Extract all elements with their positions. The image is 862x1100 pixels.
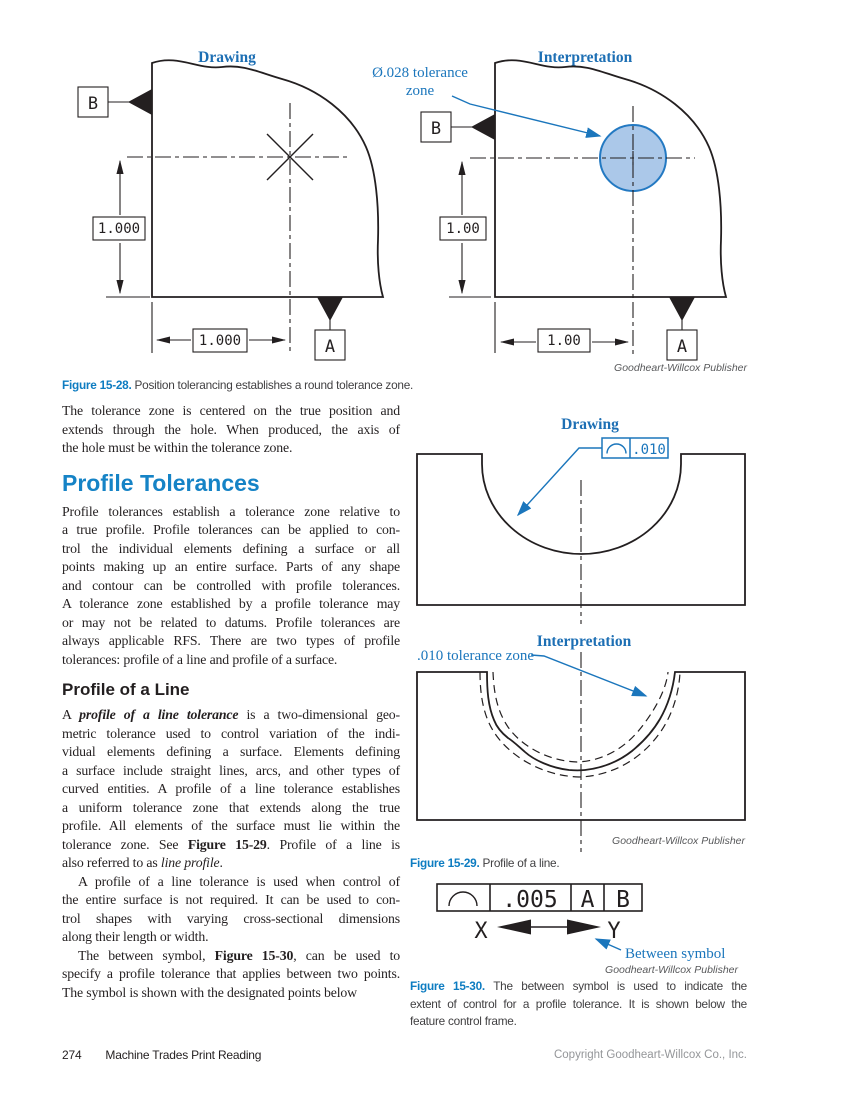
svg-text:A: A bbox=[580, 887, 595, 913]
svg-text:B: B bbox=[87, 94, 99, 114]
fig29-fcf-leader bbox=[518, 448, 602, 515]
datum-triangle bbox=[669, 297, 695, 321]
dim-horizontal-drawing bbox=[152, 302, 285, 353]
svg-text:.010: .010 bbox=[632, 442, 666, 458]
footer-left bbox=[62, 1048, 261, 1062]
figure-15-29-graphic bbox=[408, 403, 755, 855]
between-note: Between symbol bbox=[625, 946, 726, 962]
fig28-drawing-label: Drawing bbox=[198, 49, 256, 66]
fig29-zone-note: .010 tolerance zone bbox=[417, 648, 535, 664]
tolerance-note-line1: Ø.028 tolerance bbox=[372, 65, 468, 81]
book-title: Machine Trades Print Reading bbox=[105, 1048, 262, 1062]
svg-text:A: A bbox=[324, 337, 336, 357]
paragraph: A profile of a line tolerance is a two-dimensional geo- metric tolerance used to control variation of the indi- vidual elements defining a surface. Elements defining a surface include straight lines, arcs, and other types of curved entities. A profile of a line tolerance establishes a uniform tolerance zone that extends along the true profile. All elements of the surface must lie within the tolerance zone. See Figure 15-29. Profile of a line is also referred to as line profile. bbox=[62, 707, 400, 870]
fig28-credit: Goodheart-Willcox Publisher bbox=[614, 362, 747, 374]
svg-text:1.000: 1.000 bbox=[97, 221, 141, 237]
svg-text:.005: .005 bbox=[502, 887, 558, 913]
datum-a-drawing bbox=[315, 297, 345, 360]
profile-of-line-symbol-icon bbox=[449, 892, 477, 906]
svg-text:B: B bbox=[616, 887, 630, 913]
fig29-drawing-label: Drawing bbox=[561, 416, 619, 433]
datum-triangle bbox=[128, 89, 152, 115]
datum-triangle bbox=[471, 114, 495, 140]
fig29-zone-leader-arrow1 bbox=[531, 655, 646, 696]
fig29-interpretation-label: Interpretation bbox=[536, 633, 632, 650]
figure-15-28-caption bbox=[62, 377, 702, 395]
svg-text:X: X bbox=[474, 919, 488, 944]
figure-15-29-caption bbox=[410, 855, 747, 873]
datum-b-interpretation bbox=[421, 112, 495, 142]
fig29-feature-control-frame bbox=[602, 438, 668, 458]
between-arrow-right-icon bbox=[567, 920, 601, 935]
fig30-credit: Goodheart-Willcox Publisher bbox=[605, 964, 738, 976]
fig29-credit: Goodheart-Willcox Publisher bbox=[612, 835, 745, 847]
paragraph: A profile of a line tolerance is used when control of the entire surface is not required. It can be used to con- trol shapes with varying cross-sectional dimensions along their length or width. bbox=[62, 873, 400, 944]
svg-text:1.00: 1.00 bbox=[547, 333, 581, 349]
dim-horizontal-interpretation bbox=[495, 302, 628, 353]
heading-profile-of-a-line: Profile of a Line bbox=[62, 680, 190, 699]
paragraph: Figure 15-30. The between symbol is used to indicate the extent of control for a profile tolerance. It is shown below the feature control frame. bbox=[410, 979, 747, 1028]
footer-copyright: Copyright Goodheart-Willcox Co., Inc. bbox=[553, 1049, 747, 1061]
body-text-column bbox=[62, 402, 400, 1002]
datum-b-drawing bbox=[78, 87, 152, 117]
datum-triangle bbox=[317, 297, 343, 321]
dim-vertical-drawing bbox=[93, 161, 150, 297]
paragraph: Figure 15-28. Position tolerancing establishes a round tolerance zone. bbox=[62, 378, 414, 392]
svg-text:1.00: 1.00 bbox=[446, 221, 480, 237]
paragraph: The between symbol, Figure 15-30, can be used to specify a profile tolerance that applies between two points. The symbol is shown with the designated points below bbox=[62, 947, 401, 1000]
dim-vertical-interpretation bbox=[440, 162, 491, 297]
figure-15-28-graphic bbox=[55, 38, 755, 378]
paragraph: Profile tolerances establish a tolerance zone relative to a true profile. Profile tolerances can be applied to con- trol the individual elements defining a surface or all points making up an entire surface. Parts of any shape and contour can be controlled with profile tolerances. A tolerance zone established by a profile tolerance may or may not be related to datums. Profile tolerances are always applicable RFS. There are two types of profile tolerances: profile of a line and profile of a surface. bbox=[62, 503, 400, 667]
heading-profile-tolerances: Profile Tolerances bbox=[62, 469, 260, 496]
svg-text:Y: Y bbox=[607, 919, 621, 944]
tolerance-note-line2: zone bbox=[405, 83, 435, 99]
paragraph: Figure 15-29. Profile of a line. bbox=[410, 856, 560, 870]
datum-a-interpretation bbox=[667, 297, 697, 360]
svg-text:B: B bbox=[430, 119, 442, 139]
svg-text:1.000: 1.000 bbox=[198, 333, 242, 349]
between-arrow-left-icon bbox=[497, 920, 531, 935]
figure-15-30-caption bbox=[410, 978, 747, 1031]
paragraph: The tolerance zone is centered on the true position and extends through the hole. When produced, the axis of the hole must be within the tolerance zone. bbox=[62, 403, 400, 455]
page-number: 274 bbox=[62, 1048, 82, 1062]
fig28-interpretation-label: Interpretation bbox=[537, 49, 633, 66]
figure-15-30-graphic bbox=[408, 876, 755, 976]
fig30-feature-control-frame bbox=[437, 884, 642, 913]
svg-text:A: A bbox=[676, 337, 688, 357]
